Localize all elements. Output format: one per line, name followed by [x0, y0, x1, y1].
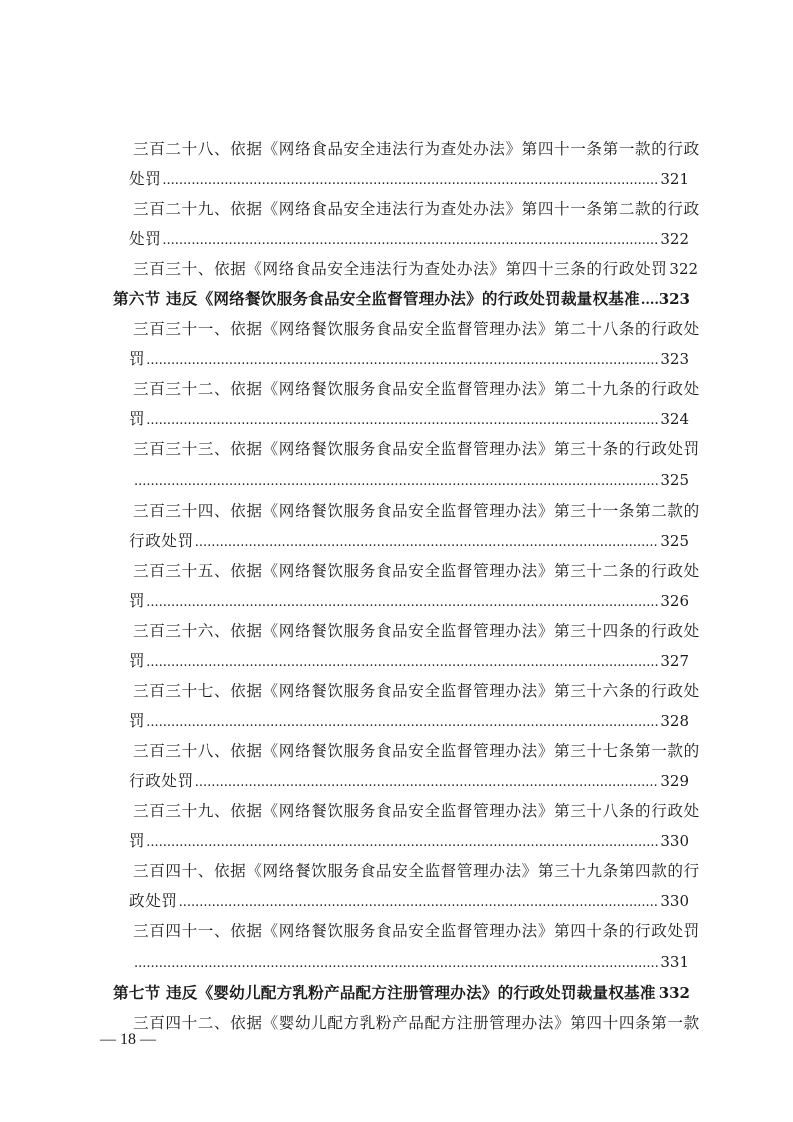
- toc-entry-title-continued: 罚: [129, 712, 146, 730]
- toc-entry-333-continued[interactable]: [133, 469, 689, 491]
- toc-section-7[interactable]: [113, 982, 690, 1004]
- toc-entry-338[interactable]: [133, 740, 700, 762]
- toc-entry-328-continued[interactable]: [129, 168, 689, 190]
- toc-entry-title: 三百四十二、依据《婴幼儿配方乳粉产品配方注册管理办法》第四十四条第一款: [133, 1014, 700, 1032]
- dot-leader: [146, 350, 659, 372]
- toc-entry-335-continued[interactable]: [129, 590, 689, 612]
- toc-entry-336-continued[interactable]: [129, 650, 689, 672]
- toc-entry-title: 三百三十、依据《网络食品安全违法行为查处办法》第四十三条的行政处罚: [133, 260, 668, 278]
- dot-leader: [134, 953, 659, 975]
- toc-entry-title-continued: 罚: [129, 350, 146, 368]
- toc-entry-title-continued: 行政处罚: [129, 772, 194, 790]
- dot-leader: [179, 892, 660, 914]
- toc-section-6[interactable]: [113, 288, 690, 310]
- dot-leader: [146, 652, 659, 674]
- page-number: 330: [660, 832, 689, 850]
- page-number: 332: [658, 984, 690, 1002]
- toc-entry-title: 三百三十一、依据《网络餐饮服务食品安全监督管理办法》第二十八条的行政处: [133, 320, 700, 338]
- dot-leader: [657, 984, 658, 1006]
- section-title: 第六节 违反《网络餐饮服务食品安全监督管理办法》的行政处罚裁量权基准: [113, 289, 640, 308]
- toc-entry-337-continued[interactable]: [129, 710, 689, 732]
- page-number: 324: [660, 410, 689, 428]
- toc-entry-336[interactable]: [133, 620, 700, 642]
- toc-entry-title: 三百三十七、依据《网络餐饮服务食品安全监督管理办法》第三十六条的行政处: [133, 682, 700, 700]
- dot-leader: [146, 832, 659, 854]
- toc-entry-title-continued: 处罚: [129, 230, 162, 248]
- page-number: 322: [660, 230, 689, 248]
- toc-entry-title-continued: 罚: [129, 410, 146, 428]
- dot-leader: [146, 410, 659, 432]
- dot-leader: [195, 772, 660, 794]
- page-number: 331: [660, 953, 689, 971]
- toc-entry-328[interactable]: [133, 138, 700, 160]
- toc-entry-335[interactable]: [133, 560, 700, 582]
- page-number: 326: [660, 592, 689, 610]
- toc-entry-332-continued[interactable]: [129, 408, 689, 430]
- toc-entry-title: 三百三十八、依据《网络餐饮服务食品安全监督管理办法》第三十七条第一款的: [133, 742, 700, 760]
- toc-entry-342[interactable]: [133, 1012, 700, 1034]
- toc-entry-340-continued[interactable]: [129, 890, 689, 912]
- page-number: 325: [660, 532, 689, 550]
- toc-entry-332[interactable]: [133, 378, 700, 400]
- toc-entry-title: 三百三十九、依据《网络餐饮服务食品安全监督管理办法》第三十八条的行政处: [133, 802, 700, 820]
- toc-entry-331[interactable]: [133, 318, 700, 340]
- toc-entry-title: 三百四十一、依据《网络餐饮服务食品安全监督管理办法》第四十条的行政处罚: [133, 922, 700, 940]
- toc-entry-329-continued[interactable]: [129, 228, 689, 250]
- toc-entry-title: 三百四十、依据《网络餐饮服务食品安全监督管理办法》第三十九条第四款的行: [133, 862, 700, 880]
- dot-leader: [195, 532, 660, 554]
- toc-entry-title-continued: 罚: [129, 592, 146, 610]
- toc-entry-334[interactable]: [133, 500, 700, 522]
- dot-leader: [146, 712, 659, 734]
- toc-entry-330[interactable]: [133, 258, 699, 280]
- toc-entry-title-continued: 罚: [129, 832, 146, 850]
- section-title: 第七节 违反《婴幼儿配方乳粉产品配方注册管理办法》的行政处罚裁量权基准: [113, 983, 656, 1002]
- toc-entry-title: 三百二十九、依据《网络食品安全违法行为查处办法》第四十一条第二款的行政: [133, 200, 700, 218]
- toc-entry-338-continued[interactable]: [129, 770, 689, 792]
- page-number: 322: [669, 260, 699, 278]
- page-number: 321: [660, 170, 689, 188]
- toc-entry-329[interactable]: [133, 198, 700, 220]
- toc-entry-339[interactable]: [133, 800, 700, 822]
- dot-leader: [162, 170, 659, 192]
- toc-entry-title-continued: 处罚: [129, 170, 162, 188]
- toc-entry-title-continued: 政处罚: [129, 892, 178, 910]
- toc-entry-title: 三百三十六、依据《网络餐饮服务食品安全监督管理办法》第三十四条的行政处: [133, 622, 700, 640]
- toc-entry-title: 三百三十五、依据《网络餐饮服务食品安全监督管理办法》第三十二条的行政处: [133, 562, 700, 580]
- dot-leader: [134, 471, 659, 493]
- page-number: 323: [658, 290, 690, 308]
- dot-leader: [146, 592, 659, 614]
- dot-leader: [162, 230, 659, 252]
- toc-entry-title-continued: 罚: [129, 652, 146, 670]
- toc-entry-title-continued: 行政处罚: [129, 532, 194, 550]
- toc-entry-title: 三百三十二、依据《网络餐饮服务食品安全监督管理办法》第二十九条的行政处: [133, 380, 700, 398]
- page-number: 325: [660, 471, 689, 489]
- toc-entry-333[interactable]: [133, 438, 700, 460]
- toc-entry-341-continued[interactable]: [133, 951, 689, 973]
- page-number: 329: [660, 772, 689, 790]
- page-number: 330: [660, 892, 689, 910]
- toc-entry-title: 三百三十三、依据《网络餐饮服务食品安全监督管理办法》第三十条的行政处罚: [133, 440, 700, 458]
- dot-leader: [641, 290, 658, 312]
- toc-entry-title: 三百二十八、依据《网络食品安全违法行为查处办法》第四十一条第一款的行政: [133, 140, 700, 158]
- page-number: 328: [660, 712, 689, 730]
- toc-entry-334-continued[interactable]: [129, 530, 689, 552]
- toc-entry-337[interactable]: [133, 680, 700, 702]
- page-footer-number: — 18 —: [100, 1031, 156, 1048]
- page-number: 323: [660, 350, 689, 368]
- toc-entry-331-continued[interactable]: [129, 348, 689, 370]
- toc-entry-340[interactable]: [133, 860, 700, 882]
- page-number: 327: [660, 652, 689, 670]
- toc-entry-title: 三百三十四、依据《网络餐饮服务食品安全监督管理办法》第三十一条第二款的: [133, 502, 700, 520]
- toc-entry-339-continued[interactable]: [129, 830, 689, 852]
- toc-entry-341[interactable]: [133, 920, 700, 942]
